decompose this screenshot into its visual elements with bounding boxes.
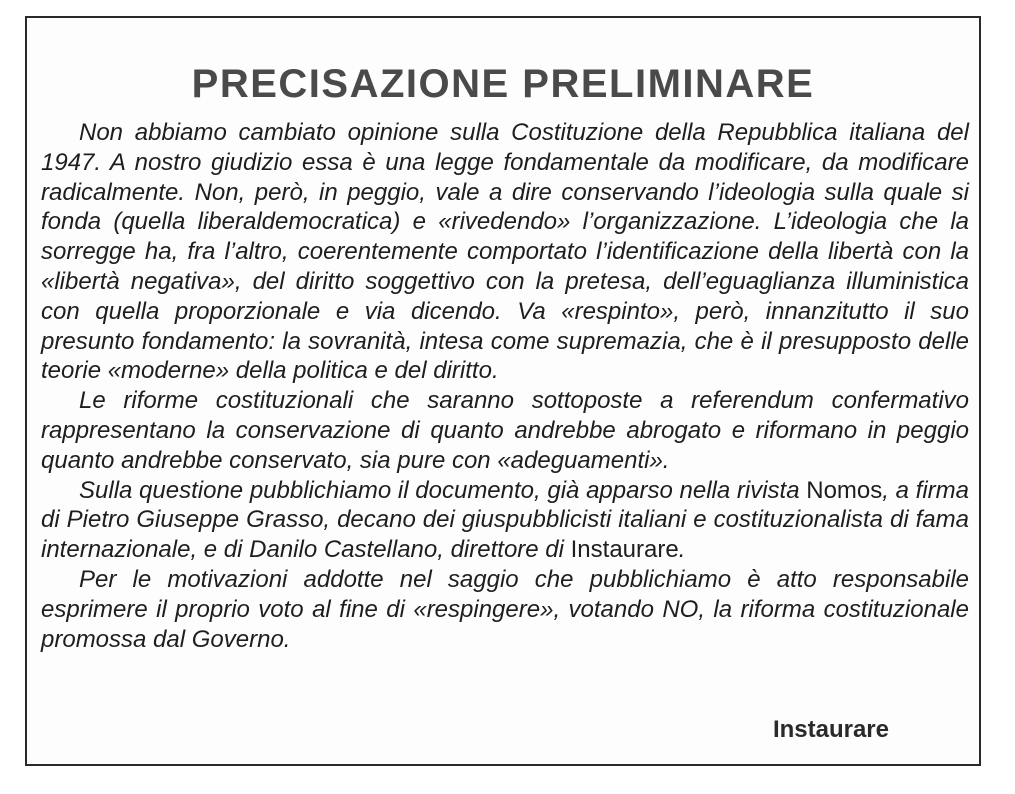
journal-name: Nomos	[806, 476, 883, 504]
page-title: PRECISAZIONE PRELIMINARE	[191, 62, 815, 106]
document-frame	[25, 16, 981, 766]
document-body	[41, 118, 969, 654]
magazine-name: Instaurare	[570, 536, 679, 564]
paragraph-3	[41, 476, 969, 565]
paragraph-2: Le riforme costituzionali che saranno sottoposte a referendum confermativo rappresentano la conservazione di quanto andrebbe abrogato e riformano in peggio quanto andrebbe conservato, sia pure con «adeguamenti».	[41, 387, 969, 474]
paragraph-4: Per le motivazioni addotte nel saggio che pubblichiamo è atto responsabile esprimere il proprio voto al fine di «respingere», votando NO, la riforma costituzionale promossa dal Governo.	[41, 565, 969, 653]
signature: Instaurare	[772, 716, 889, 743]
paragraph-3-part-2: , a firma di Pietro Giuseppe Grasso, decano dei giuspubblicisti italiani e costituzionalista di fama internazionale, e di Danilo Castellano, direttore di	[41, 476, 969, 564]
paragraph-1: Non abbiamo cambiato opinione sulla Costituzione della Repubblica italiana del 1947. A nostro giudizio essa è una legge fondamentale da modificare, da modificare radicalmente. Non, però, in peggio, vale a dire conservando l’ideologia sulla quale si fonda (quella liberaldemocratica) e «rivedendo» l’organizzazione. L’ideologia che la sorregge ha, fra l’altro, coerentemente comportato l’identificazione della libertà con la «libertà negativa», del diritto soggettivo con la pretesa, dell’eguaglianza illuministica con quella proporzionale e via dicendo. Va «respinto», però, innanzitutto il suo presunto fondamento: la sovranità, intesa come supremazia, che è il presupposto delle teorie «moderne» della politica e del diritto.	[41, 119, 969, 385]
paragraph-3-part-1: Sulla questione pubblichiamo il documento, già apparso nella rivista	[79, 476, 807, 504]
paragraph-3-part-3: .	[678, 536, 686, 564]
